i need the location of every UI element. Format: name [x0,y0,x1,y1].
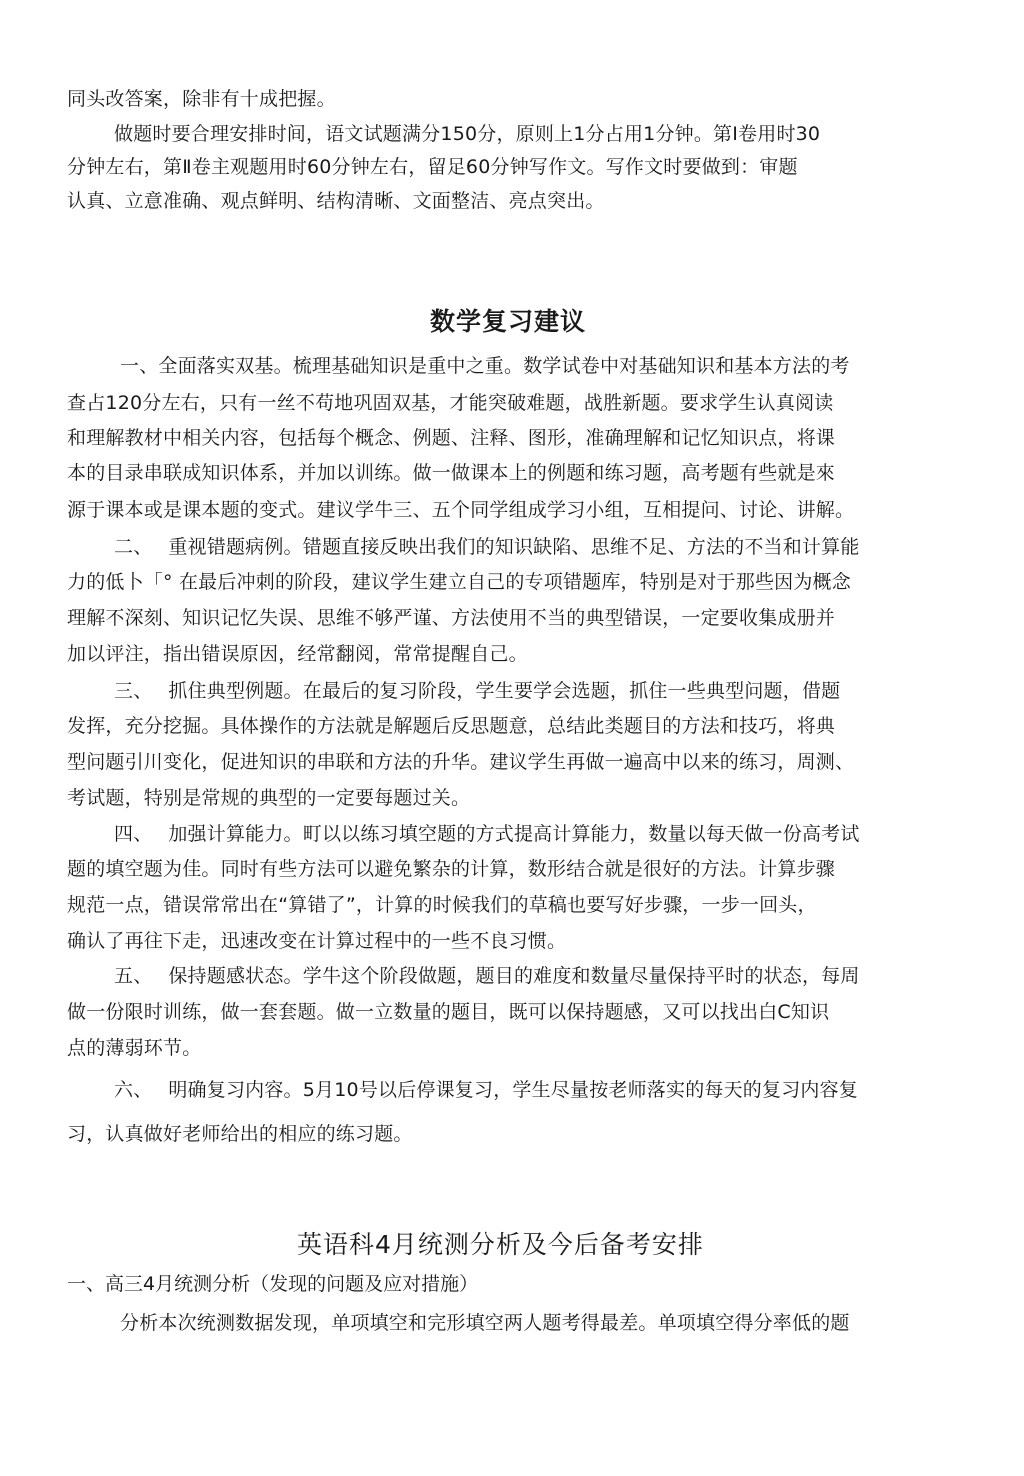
text-line: 和理解教材中相关内容，包括每个概念、例题、注释、图形，准确理解和记忆知识点，将课 [67,427,836,449]
text-line: 查占120分左右，只有一丝不苟地巩固双基，才能突破难题，战胜新题。要求学生认真阅读 [67,392,834,414]
text-line: 做题时要合理安排时间，语文试题满分150分，原则上1分占用1分钟。第Ⅰ卷用时30 [114,123,821,145]
text-line: 五、 保持题感状态。学牛这个阶段做题，题目的难度和数量尽量保持平时的状态，每周 [114,965,860,987]
text-line: 源于课本或是课本题的变式。建议学牛三、五个同学组成学习小组，互相提问、讨论、讲解。 [67,499,855,521]
text-line: 发挥，充分挖掘。具体操作的方法就是解题后反思题意，总结此类题目的方法和技巧，将典 [67,715,836,737]
text-line: 力的低卜「° 在最后冲刺的阶段，建议学生建立自己的专项错题库，特别是对于那些因为概念 [67,571,851,593]
text-line: 认真、立意准确、观点鲜明、结构清晰、文面整洁、亮点突出。 [67,190,605,212]
text-line: 题的填空题为佳。同时有些方法可以避免繁杂的计算，数形结合就是很好的方法。计算步骤 [67,858,836,880]
text-line: 二、 重视错题病例。错题直接反映出我们的知识缺陷、思维不足、方法的不当和计算能 [114,536,860,558]
text-line: 理解不深刻、知识记忆失误、思维不够严谨、方法使用不当的典型错误，一定要收集成册并 [67,607,836,629]
text-line: 同头改答案，除非有十成把握。 [67,88,336,110]
text-line: 分钟左右，第Ⅱ卷主观题用时60分钟左右，留足60分钟写作文。写作文时要做到：审题 [67,156,798,178]
text-line: 做一份限时训练，做一套套题。做一立数量的题目，既可以保持题感，又可以找出白C知识 [67,1001,830,1023]
text-line: 分析本次统测数据发现，单项填空和完形填空两人题考得最差。单项填空得分率低的题 [120,1312,850,1334]
text-line: 三、 抓住典型例题。在最后的复习阶段，学生要学会选题，抓住一些典型问题，借题 [114,680,841,702]
text-line: 考试题，特别是常规的典型的一定要每题过关。 [67,787,471,809]
text-line: 点的薄弱环节。 [67,1037,202,1059]
text-line: 习，认真做好老师给出的相应的练习题。 [67,1123,413,1145]
text-line: 本的目录串联成知识体系，并加以训练。做一做课本上的例题和练习题，高考题有些就是來 [67,462,836,484]
text-line: 型问题引川变化，促进知识的串联和方法的升华。建议学生再做一遍高中以来的练习，周测、 [67,751,855,773]
text-line: 一、全面落实双基。梳理基础知识是重中之重。数学试卷中对基础知识和基本方法的考 [120,355,850,377]
text-line: 六、 明确复习内容。5月10号以后停课复习，学生尽量按老师落实的每天的复习内容复 [114,1079,859,1101]
text-line: 加以评注，指出错误原因，经常翻阅，常常提醒自己。 [67,643,528,665]
text-line: 四、 加强计算能力。町以以练习填空题的方式提高计算能力，数量以每天做一份高考试 [114,823,860,845]
text-line: 规范一点，错误常常出在“算错了”，计算的时候我们的草稿也要写好步骤，一步一回头， [67,894,817,916]
section-title: 英语科4月统测分析及今后备考安排 [297,1230,704,1259]
section-title: 数学复习建议 [430,307,587,336]
section-subtitle: 一、高三4月统测分析（发现的问题及应对措施） [67,1273,479,1295]
text-line: 确认了再往下走，迅速改变在计算过程中的一些不良习惯。 [67,930,567,952]
